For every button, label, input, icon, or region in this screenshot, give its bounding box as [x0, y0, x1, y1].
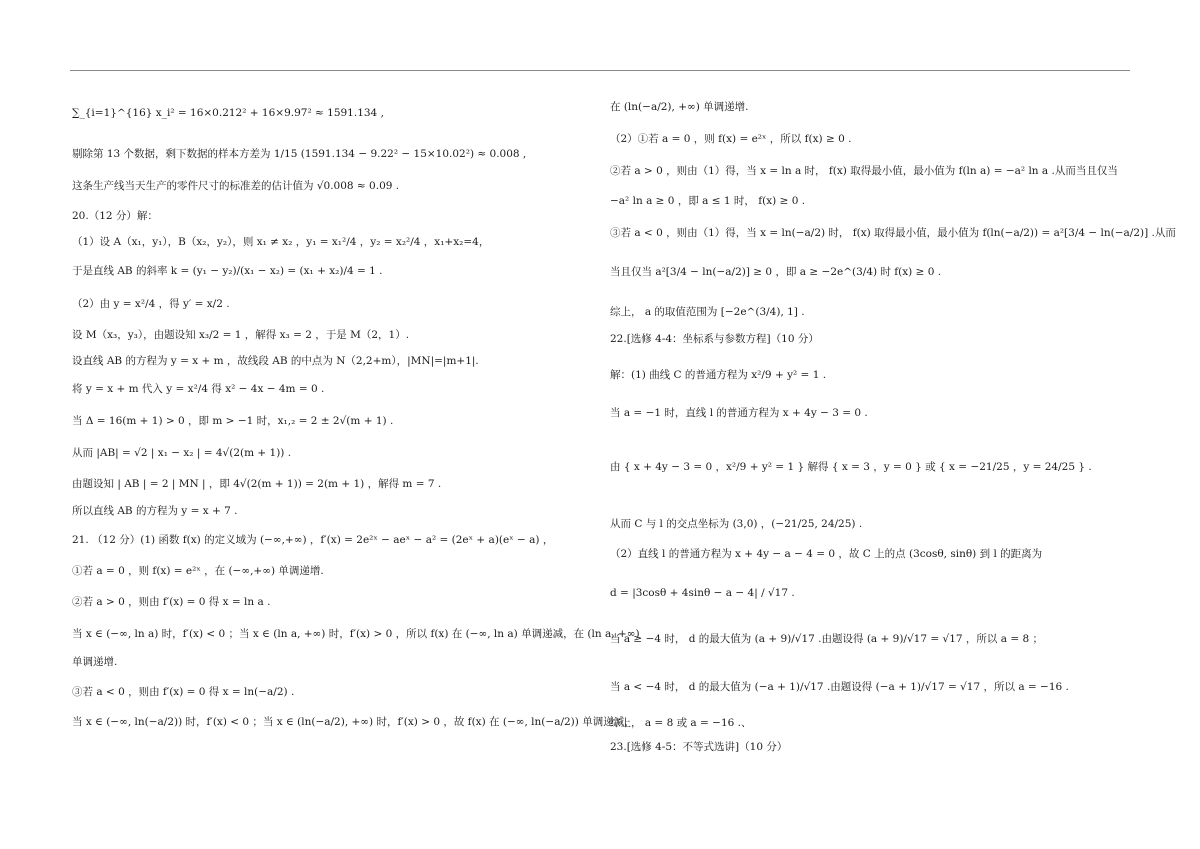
text-line: （2）①若 a = 0 ，则 f(x) = e²ˣ ，所以 f(x) ≥ 0 . [610, 133, 852, 145]
text-line: −a² ln a ≥ 0 ，即 a ≤ 1 时， f(x) ≥ 0 . [610, 195, 806, 207]
header-rule [70, 70, 1130, 71]
text-line: 这条生产线当天生产的零件尺寸的标准差的估计值为 √0.008 ≈ 0.09 . [72, 180, 400, 192]
text-line: 将 y = x + m 代入 y = x²/4 得 x² − 4x − 4m = 0 . [72, 383, 325, 395]
text-line: 在 (ln(−a/2), +∞) 单调递增. [610, 101, 749, 113]
text-line: 设直线 AB 的方程为 y = x + m ，故线段 AB 的中点为 N（2,2+m），|MN|=|m+1|. [72, 355, 479, 367]
text-line: ③若 a < 0 ，则由 f′(x) = 0 得 x = ln(−a/2) . [72, 686, 295, 698]
text-line: ③若 a < 0 ，则由（1）得，当 x = ln(−a/2) 时， f(x) 取得最小值，最小值为 f(ln(−a/2)) = a²[3/4 − ln(−a/2)] .从而 [610, 227, 1176, 239]
text-line: 当且仅当 a²[3/4 − ln(−a/2)] ≥ 0 ，即 a ≥ −2e^(3/4) 时 f(x) ≥ 0 . [610, 266, 942, 278]
section-heading: 23.[选修 4-5：不等式选讲]（10 分） [610, 741, 788, 753]
section-heading: 21. （12 分）(1) 函数 f(x) 的定义域为 (−∞,+∞) ，f′(x) = 2e²ˣ − aeˣ − a² = (2eˣ + a)(eˣ − a) ， [72, 534, 554, 546]
text-line: 所以直线 AB 的方程为 y = x + 7 . [72, 505, 238, 517]
text-line: 单调递增. [72, 656, 118, 668]
text-line: ②若 a > 0 ，则由（1）得，当 x = ln a 时， f(x) 取得最小值，最小值为 f(ln a) = −a² ln a .从而当且仅当 [610, 165, 1118, 177]
text-line: 剔除第 13 个数据，剩下数据的样本方差为 1/15 (1591.134 − 9.22² − 15×10.02²) ≈ 0.008 , [72, 148, 527, 160]
text-line: 当 a = −1 时，直线 l 的普通方程为 x + 4y − 3 = 0 . [610, 407, 868, 419]
text-line: 于是直线 AB 的斜率 k = (y₁ − y₂)/(x₁ − x₂) = (x₁ + x₂)/4 = 1 . [72, 265, 383, 277]
text-line: 从而 C 与 l 的交点坐标为 (3,0) ，(−21/25, 24/25) . [610, 518, 863, 530]
text-line: （2）由 y = x²/4 ，得 y′ = x/2 . [72, 298, 230, 310]
text-line: 从而 |AB| = √2 | x₁ − x₂ | = 4√(2(m + 1)) . [72, 447, 292, 459]
text-line: 解：(1) 曲线 C 的普通方程为 x²/9 + y² = 1 . [610, 369, 827, 381]
text-line: d = |3cosθ + 4sinθ − a − 4| / √17 . [610, 587, 795, 599]
text-line: 当 x ∈ (−∞, ln a) 时，f′(x) < 0 ；当 x ∈ (ln a, +∞) 时，f′(x) > 0 ，所以 f(x) 在 (−∞, ln a) 单调递减，在 (ln a, +∞) [72, 628, 640, 640]
text-line: 综上， a = 8 或 a = −16 .、 [610, 717, 752, 729]
text-line: 当 x ∈ (−∞, ln(−a/2)) 时，f′(x) < 0 ；当 x ∈ (ln(−a/2), +∞) 时，f′(x) > 0 ，故 f(x) 在 (−∞, ln(−a/2)) 单调递减， [72, 716, 635, 728]
text-line: ②若 a > 0 ，则由 f′(x) = 0 得 x = ln a . [72, 596, 271, 608]
text-line: （1）设 A（x₁，y₁），B（x₂，y₂），则 x₁ ≠ x₂ ，y₁ = x₁²/4 ，y₂ = x₂²/4 ，x₁+x₂=4， [72, 236, 490, 248]
text-line: ∑_{i=1}^{16} x_i² = 16×0.212² + 16×9.97² ≈ 1591.134 , [72, 107, 384, 119]
text-line: 由题设知 | AB | = 2 | MN | ，即 4√(2(m + 1)) = 2(m + 1) ，解得 m = 7 . [72, 478, 442, 490]
text-line: （2）直线 l 的普通方程为 x + 4y − a − 4 = 0 ，故 C 上的点 (3cosθ, sinθ) 到 l 的距离为 [610, 548, 1043, 560]
text-line: 当 a < −4 时， d 的最大值为 (−a + 1)/√17 .由题设得 (−a + 1)/√17 = √17 ，所以 a = −16 . [610, 681, 1069, 693]
section-heading: 20.（12 分）解： [72, 210, 158, 222]
text-line: ①若 a = 0 ，则 f(x) = e²ˣ ，在 (−∞,+∞) 单调递增. [72, 565, 324, 577]
text-line: 由 { x + 4y − 3 = 0 ，x²/9 + y² = 1 } 解得 { x = 3 ，y = 0 } 或 { x = −21/25 ，y = 24/25 } . [610, 461, 1092, 473]
section-heading: 22.[选修 4-4：坐标系与参数方程]（10 分） [610, 333, 819, 345]
text-line: 综上， a 的取值范围为 [−2e^(3/4), 1] . [610, 306, 805, 318]
text-line: 当 Δ = 16(m + 1) > 0 ，即 m > −1 时，x₁,₂ = 2 ± 2√(m + 1) . [72, 415, 394, 427]
text-line: 设 M（x₃，y₃），由题设知 x₃/2 = 1 ，解得 x₃ = 2 ，于是 M（2，1）. [72, 329, 410, 341]
text-line: 当 a ≥ −4 时， d 的最大值为 (a + 9)/√17 .由题设得 (a + 9)/√17 = √17 ，所以 a = 8 ； [610, 633, 1043, 645]
